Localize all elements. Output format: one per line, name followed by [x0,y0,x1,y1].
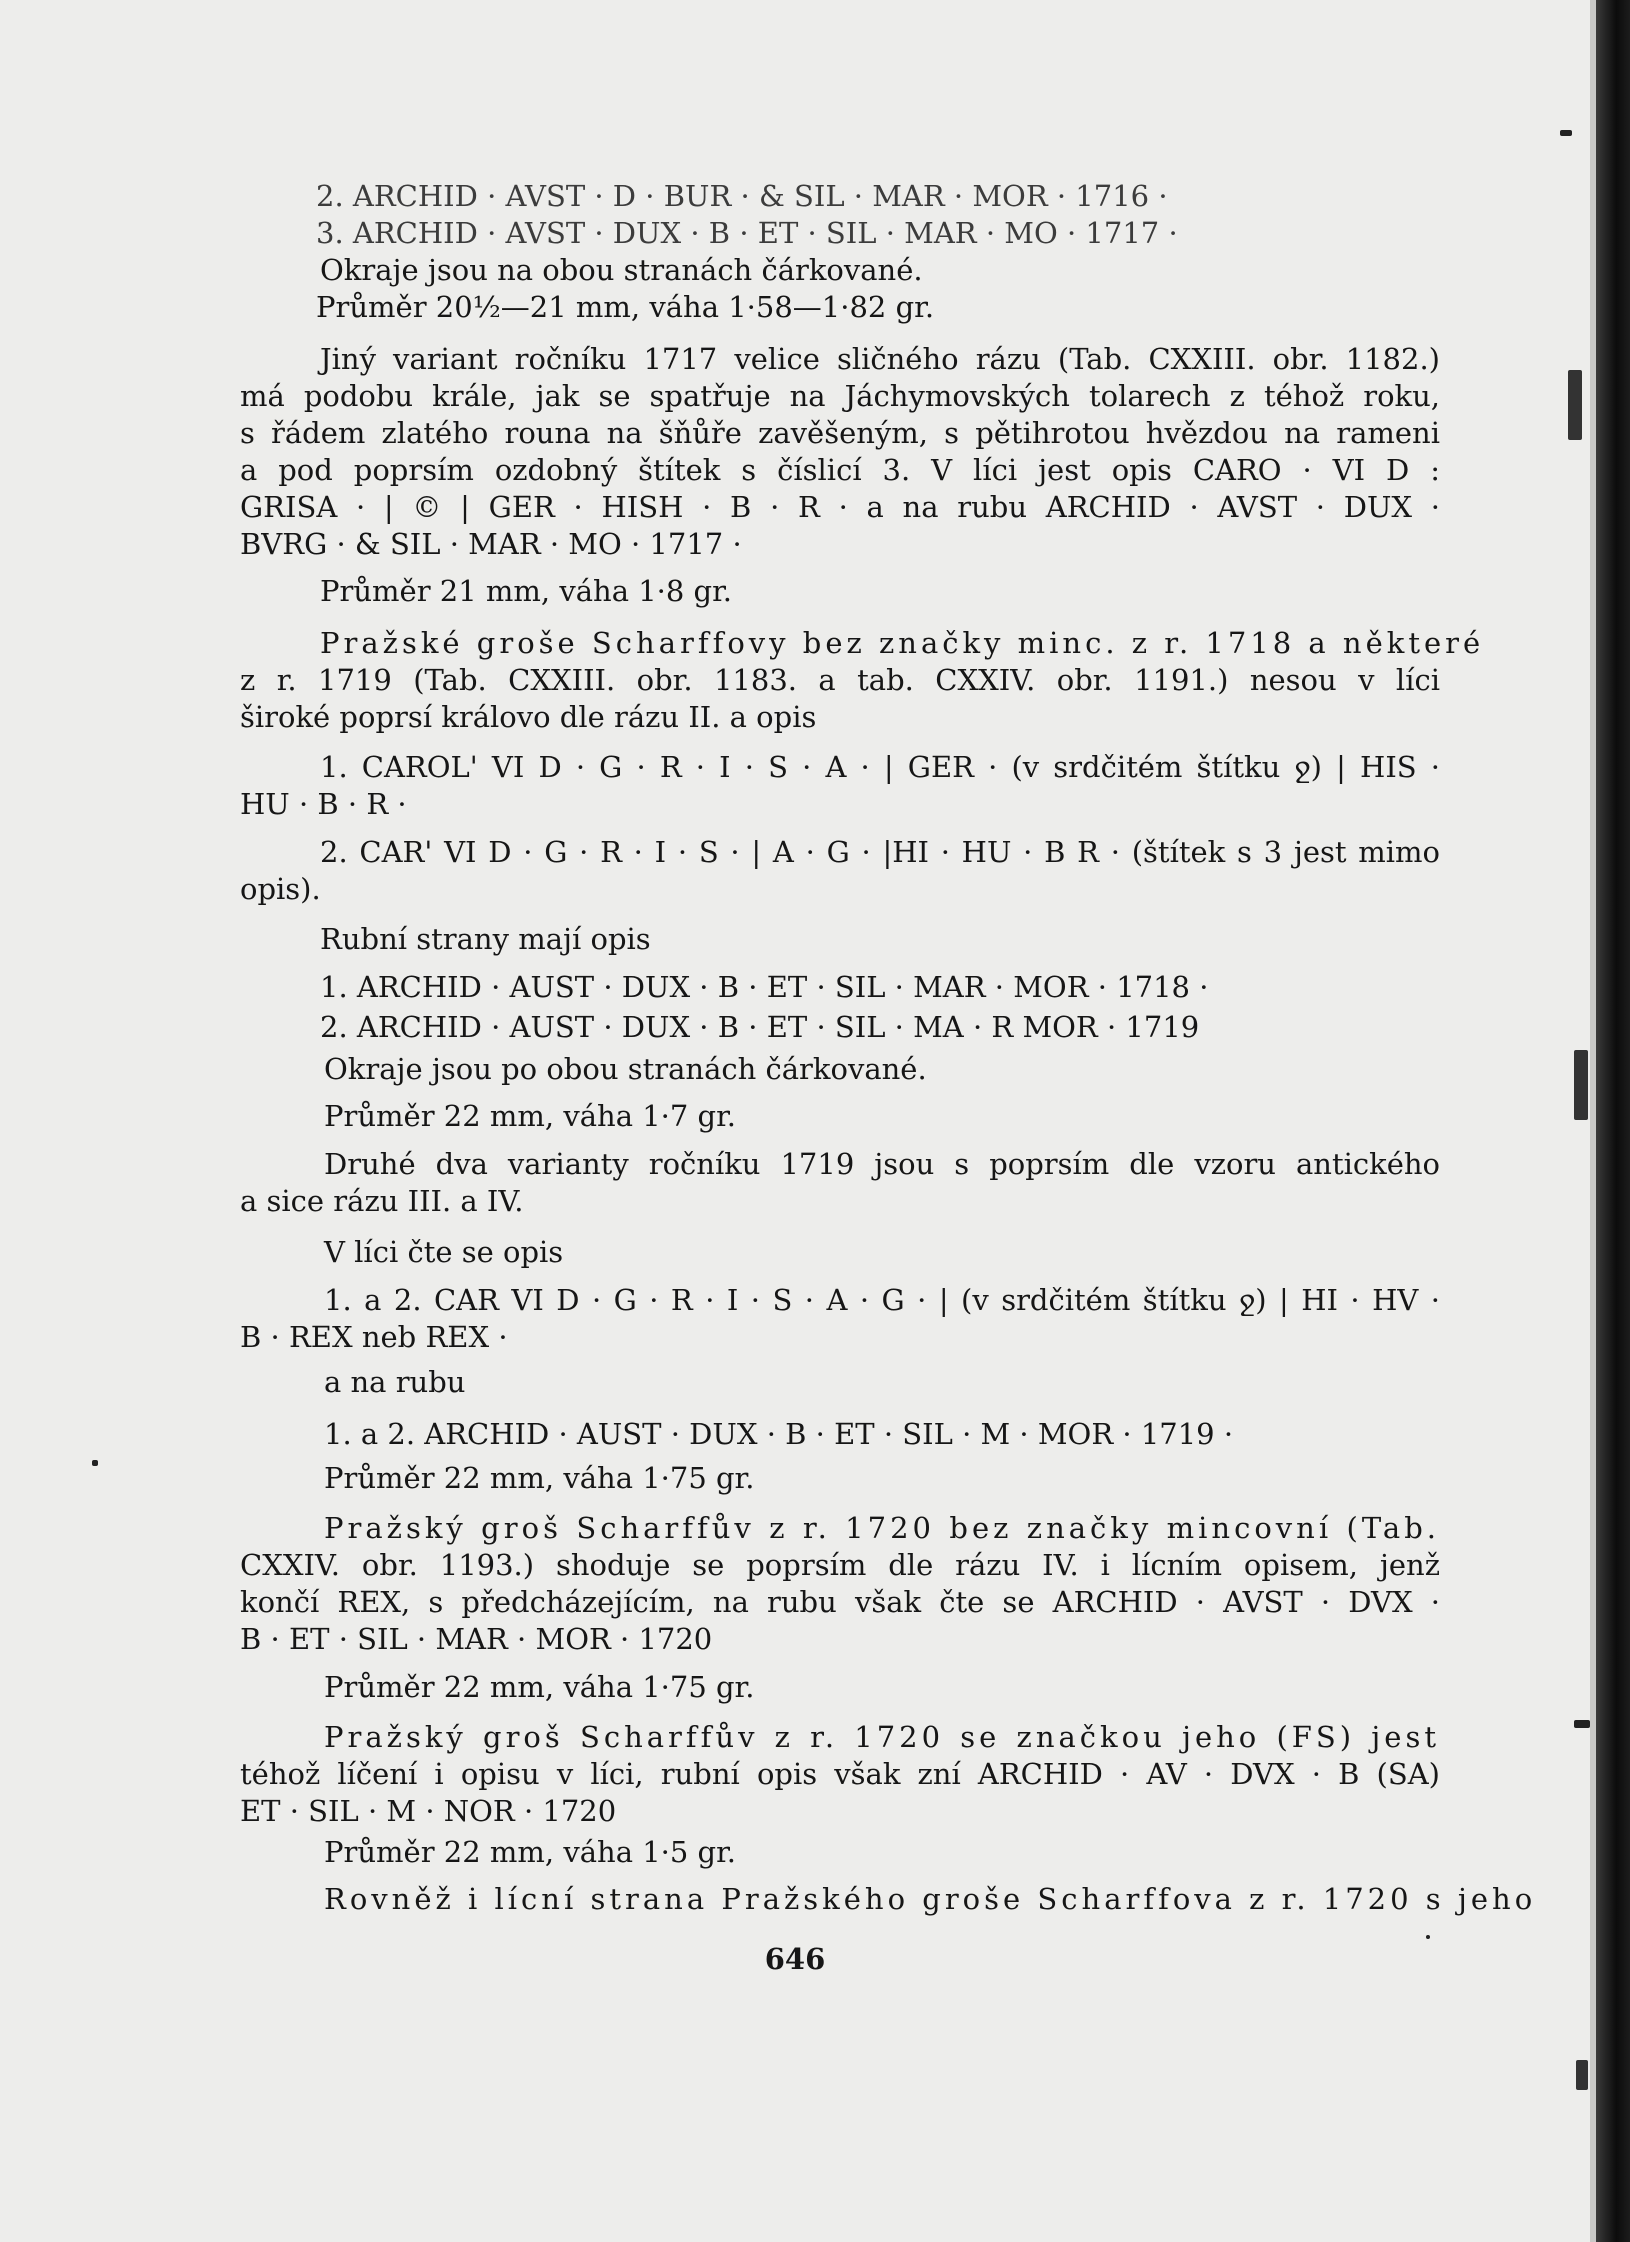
text-line: Pražské groše Scharffovy bez značky minc. z r. 1718 a některé [320,626,1485,660]
text-line: 1. ARCHID · AUST · DUX · B · ET · SIL · MAR · MOR · 1718 · [320,970,1209,1004]
text-line: téhož líčení i opisu v líci, rubní opis však zní ARCHID · AV · DVX · B (SA) [240,1757,1440,1791]
text-line: má podobu krále, jak se spatřuje na Jáchymovských tolarech z téhož roku, [240,379,1440,413]
text-line: Rubní strany mají opis [320,922,651,956]
text-line: Pražský groš Scharffův z r. 1720 bez značky mincovní (Tab. [324,1511,1440,1545]
text-line: V líci čte se opis [324,1235,564,1269]
text-line: Okraje jsou po obou stranách čárkované. [324,1052,927,1086]
text-line: Rovněž i lícní strana Pražského groše Scharffova z r. 1720 s jeho [324,1882,1537,1916]
text-line: GRISA · | © | GER · HISH · B · R · a na rubu ARCHID · AVST · DUX · [240,490,1440,524]
text-line: Jiný variant ročníku 1717 velice sličného rázu (Tab. CXXIII. obr. 1182.) [320,342,1440,376]
text-line: široké poprsí královo dle rázu II. a opis [240,700,817,734]
text-line: Průměr 22 mm, váha 1·75 gr. [324,1670,755,1704]
text-line: Průměr 22 mm, váha 1·5 gr. [324,1835,737,1869]
scan-speck [1426,1935,1430,1939]
book-binding [1596,0,1630,2242]
text-line: BVRG · & SIL · MAR · MO · 1717 · [240,527,742,561]
text-line: 2. ARCHID · AVST · D · BUR · & SIL · MAR · MOR · 1716 · [316,179,1168,213]
binding-shadow [1574,1050,1588,1120]
text-line: Druhé dva varianty ročníku 1719 jsou s poprsím dle vzoru antického [324,1147,1440,1181]
text-line: 2. CAR' VI D · G · R · I · S · | A · G · |HI · HU · B R · (štítek s 3 jest mimo [320,835,1440,869]
text-line: s řádem zlatého rouna na šňůře zavěšeným, s pětihrotou hvězdou na rameni [240,416,1440,450]
text-line: Průměr 22 mm, váha 1·75 gr. [324,1461,755,1495]
page-number: 646 [764,1942,826,1976]
text-line: 3. ARCHID · AVST · DUX · B · ET · SIL · MAR · MO · 1717 · [316,216,1178,250]
text-line: a na rubu [324,1365,466,1399]
binding-shadow [1568,370,1582,440]
text-line: 2. ARCHID · AUST · DUX · B · ET · SIL · MA · R MOR · 1719 [320,1010,1200,1044]
binding-shadow [1576,2060,1588,2090]
text-line: z r. 1719 (Tab. CXXIII. obr. 1183. a tab. CXXIV. obr. 1191.) nesou v líci [240,663,1440,697]
scan-speck [92,1460,98,1466]
scan-speck [1560,130,1572,136]
scan-speck [1574,1720,1590,1728]
text-line: Pražský groš Scharffův z r. 1720 se značkou jeho (FS) jest [324,1720,1440,1754]
text-line: B · REX neb REX · [240,1320,508,1354]
text-line: a pod poprsím ozdobný štítek s číslicí 3. V líci jest opis CARO · VI D : [240,453,1440,487]
text-line: 1. a 2. ARCHID · AUST · DUX · B · ET · SIL · M · MOR · 1719 · [324,1417,1234,1451]
text-line: končí REX, s předcházejícím, na rubu však čte se ARCHID · AVST · DVX · [240,1585,1440,1619]
text-line: B · ET · SIL · MAR · MOR · 1720 [240,1622,713,1656]
text-line: HU · B · R · [240,787,407,821]
text-line: CXXIV. obr. 1193.) shoduje se poprsím dle rázu IV. i lícním opisem, jenž [240,1548,1440,1582]
text-line: Okraje jsou na obou stranách čárkované. [320,253,923,287]
text-line: Průměr 20½—21 mm, váha 1·58—1·82 gr. [316,290,935,324]
text-line: Průměr 21 mm, váha 1·8 gr. [320,574,733,608]
text-line: opis). [240,872,321,906]
text-line: 1. a 2. CAR VI D · G · R · I · S · A · G · | (v srdčitém štítku ջ) | HI · HV · [324,1283,1440,1317]
text-line: 1. CAROL' VI D · G · R · I · S · A · | GER · (v srdčitém štítku ջ) | HIS · [320,750,1440,784]
text-line: ET · SIL · M · NOR · 1720 [240,1794,617,1828]
text-line: a sice rázu III. a IV. [240,1184,524,1218]
text-line: Průměr 22 mm, váha 1·7 gr. [324,1099,737,1133]
